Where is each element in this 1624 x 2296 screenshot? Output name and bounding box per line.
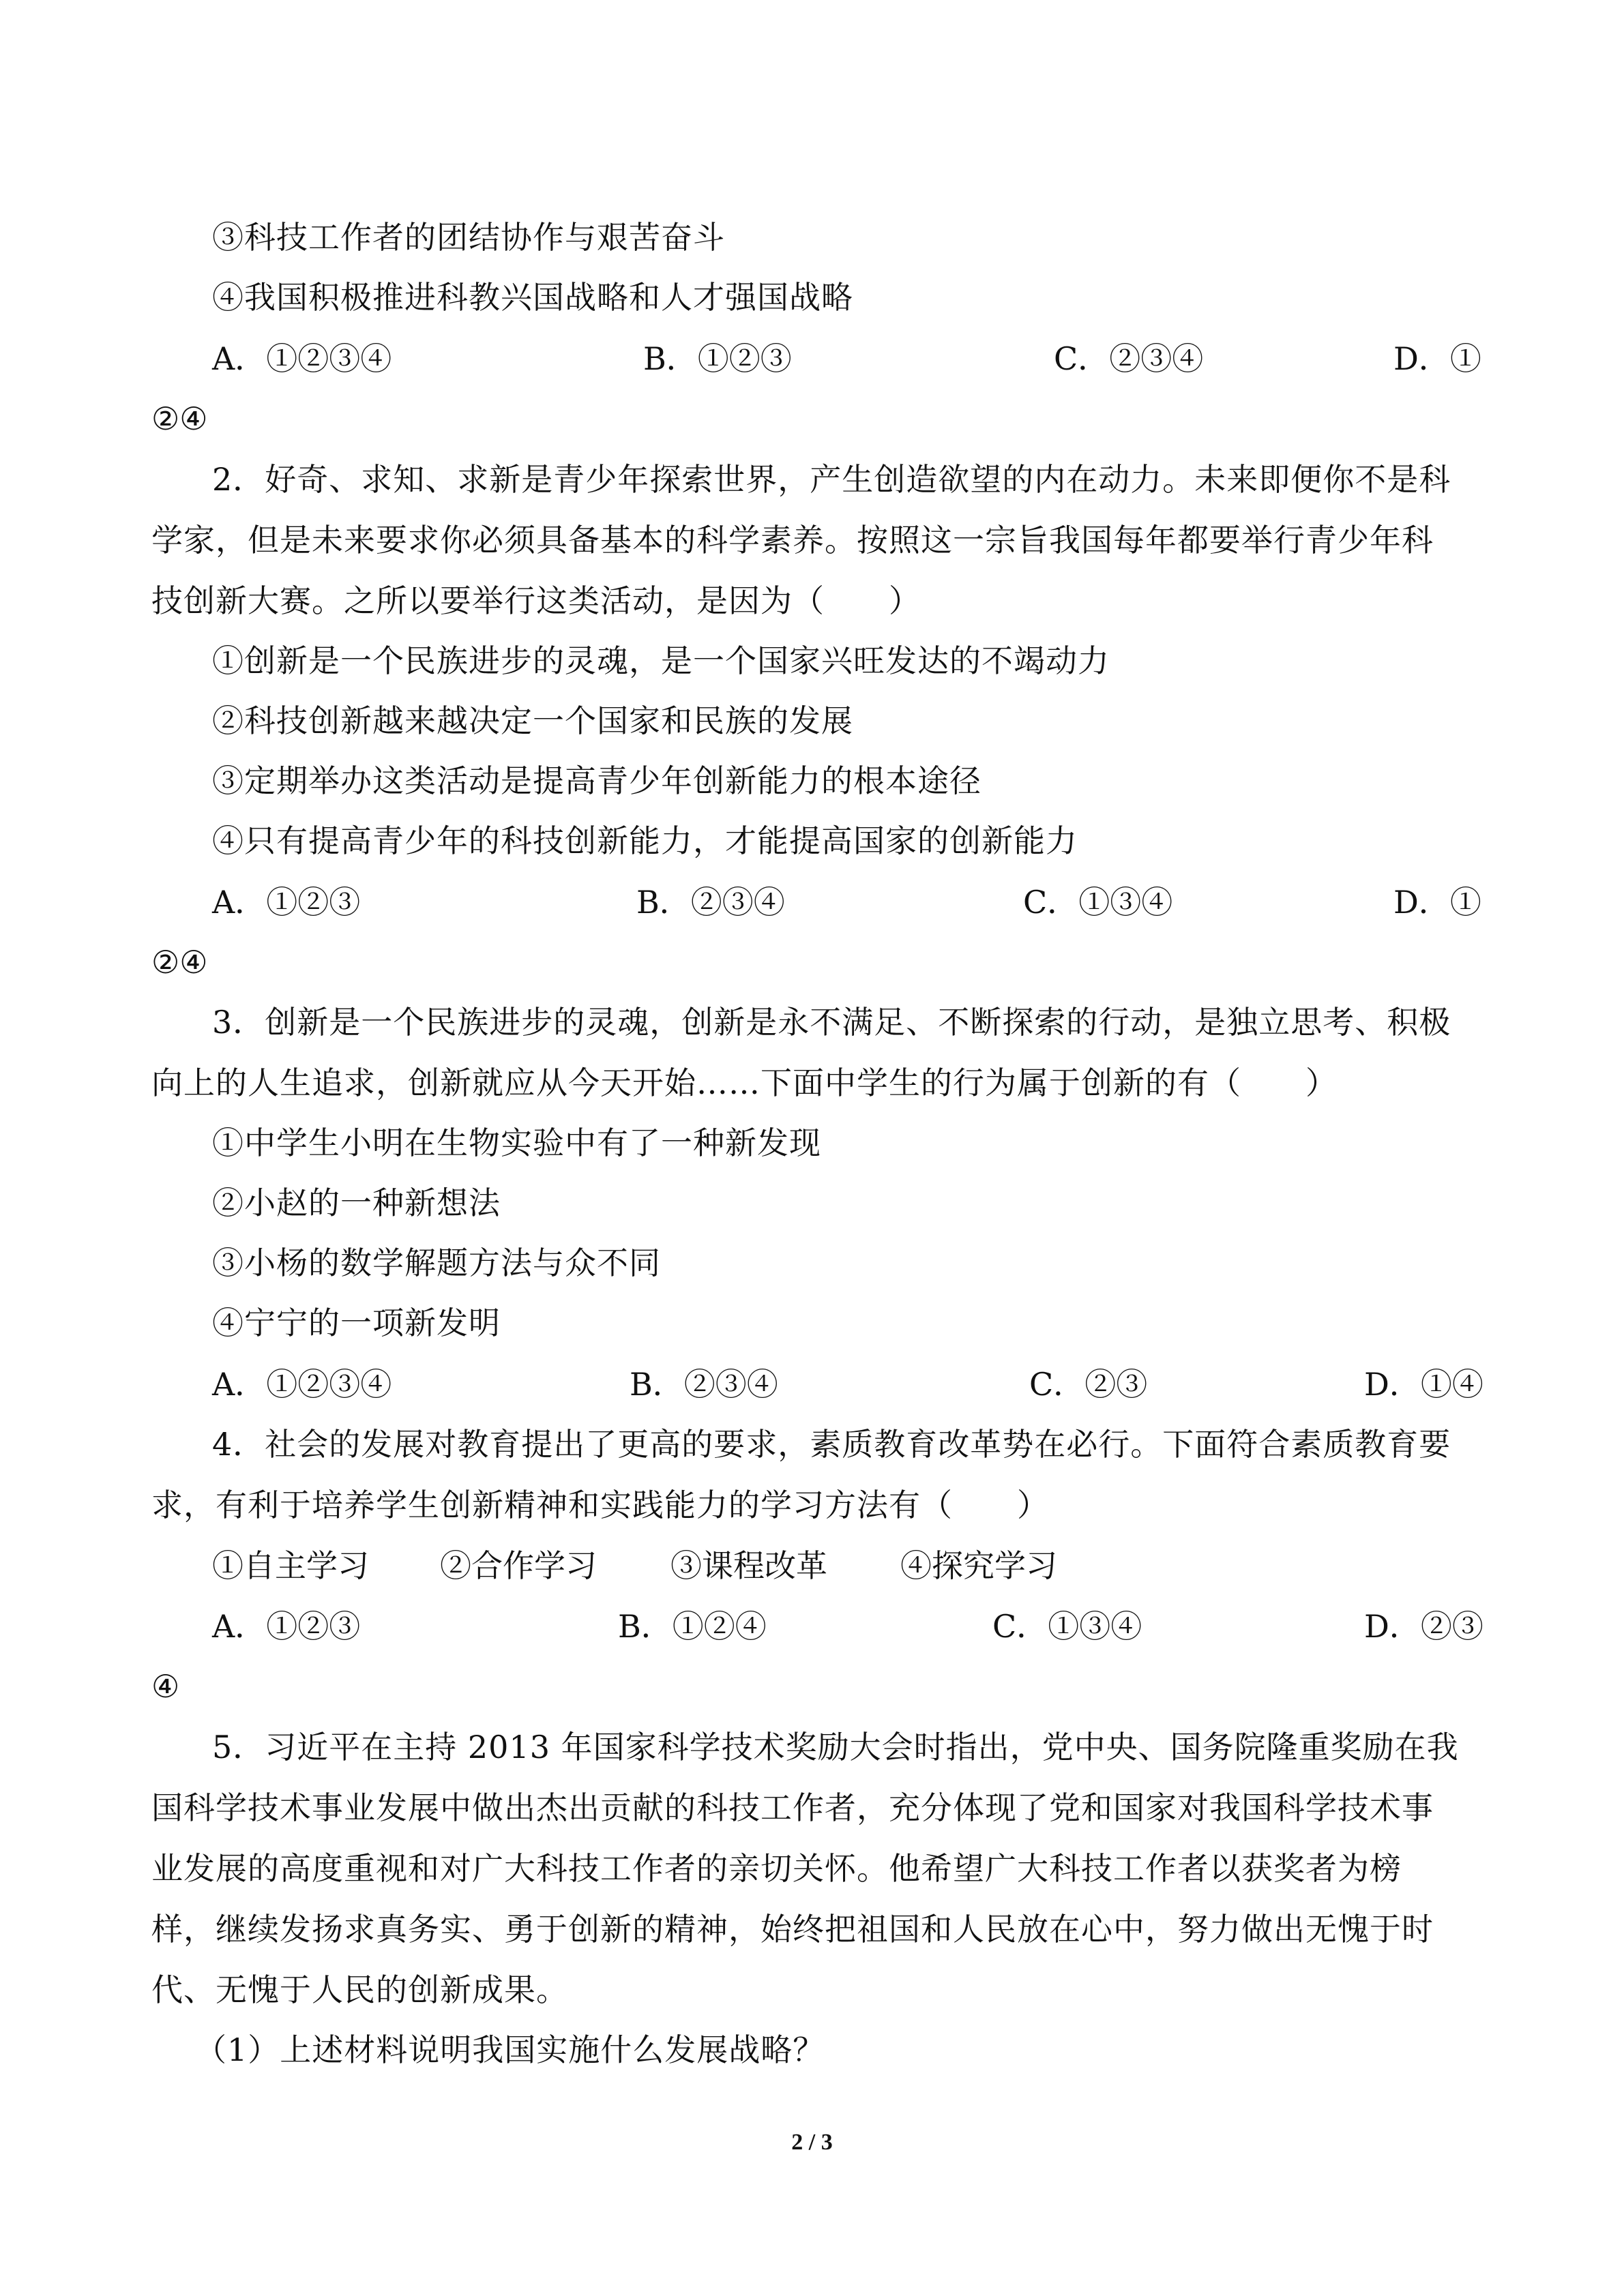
q4-option-b: B．①②④ bbox=[618, 1608, 767, 1645]
q2-item-2: ②科技创新越来越决定一个国家和民族的发展 bbox=[212, 702, 853, 739]
q4-stem-line-2: 求，有利于培养学生创新精神和实践能力的学习方法有（ ） bbox=[151, 1487, 1049, 1523]
q3-item-3: ③小杨的数学解题方法与众不同 bbox=[212, 1244, 661, 1281]
q4-option-a: A．①②③ bbox=[212, 1608, 361, 1645]
q2-option-d-continued: ②④ bbox=[151, 944, 208, 981]
q1-option-a: A．①②③④ bbox=[212, 340, 392, 377]
q5-stem-line-4: 样，继续发扬求真务实、勇于创新的精神，始终把祖国和人民放在心中，努力做出无愧于时 bbox=[151, 1911, 1434, 1948]
q5-stem-line-3: 业发展的高度重视和对广大科技工作者的亲切关怀。他希望广大科技工作者以获奖者为榜 bbox=[151, 1850, 1402, 1887]
q2-option-d: D．① bbox=[1393, 884, 1481, 921]
q3-stem-line-1: 3．创新是一个民族进步的灵魂，创新是永不满足、不断探索的行动，是独立思考、积极 bbox=[212, 1004, 1451, 1041]
page-number: 2 / 3 bbox=[791, 2130, 833, 2155]
q1-option-c: C．②③④ bbox=[1054, 340, 1204, 377]
q3-item-1: ①中学生小明在生物实验中有了一种新发现 bbox=[212, 1124, 821, 1161]
q4-option-d: D．②③ bbox=[1364, 1608, 1483, 1645]
q4-stem-line-1: 4．社会的发展对教育提出了更高的要求，素质教育改革势在必行。下面符合素质教育要 bbox=[212, 1426, 1451, 1463]
q3-option-a: A．①②③④ bbox=[212, 1366, 392, 1403]
q2-option-a: A．①②③ bbox=[212, 884, 361, 921]
q3-item-4: ④宁宁的一项新发明 bbox=[212, 1304, 501, 1341]
q2-option-c: C．①③④ bbox=[1023, 884, 1173, 921]
q5-stem-line-2: 国科学技术事业发展中做出杰出贡献的科技工作者，充分体现了党和国家对我国科学技术事 bbox=[151, 1789, 1434, 1826]
q1-option-d-continued: ②④ bbox=[151, 400, 208, 437]
q1-option-d: D．① bbox=[1393, 340, 1481, 377]
q2-item-3: ③定期举办这类活动是提高青少年创新能力的根本途径 bbox=[212, 762, 981, 799]
q5-stem-line-5: 代、无愧于人民的创新成果。 bbox=[151, 1971, 568, 2008]
q2-item-4: ④只有提高青少年的科技创新能力，才能提高国家的创新能力 bbox=[212, 822, 1078, 859]
q3-option-b: B．②③④ bbox=[630, 1366, 778, 1403]
q2-stem-line-1: 2．好奇、求知、求新是青少年探索世界，产生创造欲望的内在动力。未来即便你不是科 bbox=[212, 461, 1451, 498]
q3-option-c: C．②③ bbox=[1029, 1366, 1148, 1403]
q1-item-3: ③科技工作者的团结协作与艰苦奋斗 bbox=[212, 219, 725, 256]
q3-item-2: ②小赵的一种新想法 bbox=[212, 1184, 501, 1221]
q3-stem-line-2: 向上的人生追求，创新就应从今天开始……下面中学生的行为属于创新的有（ ） bbox=[151, 1064, 1338, 1101]
q5-sub-question-1: （1）上述材料说明我国实施什么发展战略？ bbox=[195, 2031, 825, 2068]
q2-option-b: B．②③④ bbox=[636, 884, 785, 921]
q5-stem-line-1: 5．习近平在主持 2013 年国家科学技术奖励大会时指出，党中央、国务院隆重奖励在我 bbox=[212, 1729, 1459, 1765]
q4-item-2: ②合作学习 bbox=[440, 1547, 597, 1584]
q4-option-c: C．①③④ bbox=[992, 1608, 1142, 1645]
q4-option-d-continued: ④ bbox=[151, 1668, 180, 1705]
q1-option-b: B．①②③ bbox=[643, 340, 792, 377]
q2-item-1: ①创新是一个民族进步的灵魂，是一个国家兴旺发达的不竭动力 bbox=[212, 642, 1110, 679]
q3-option-d: D．①④ bbox=[1364, 1366, 1483, 1403]
q2-stem-line-3: 技创新大赛。之所以要举行这类活动，是因为（ ） bbox=[151, 582, 921, 619]
q2-stem-line-2: 学家，但是未来要求你必须具备基本的科学素养。按照这一宗旨我国每年都要举行青少年科 bbox=[151, 522, 1434, 558]
q4-item-3: ③课程改革 bbox=[670, 1547, 827, 1584]
q1-item-4: ④我国积极推进科教兴国战略和人才强国战略 bbox=[212, 279, 853, 316]
q4-item-1: ①自主学习 bbox=[212, 1547, 369, 1584]
q4-item-4: ④探究学习 bbox=[900, 1547, 1057, 1584]
